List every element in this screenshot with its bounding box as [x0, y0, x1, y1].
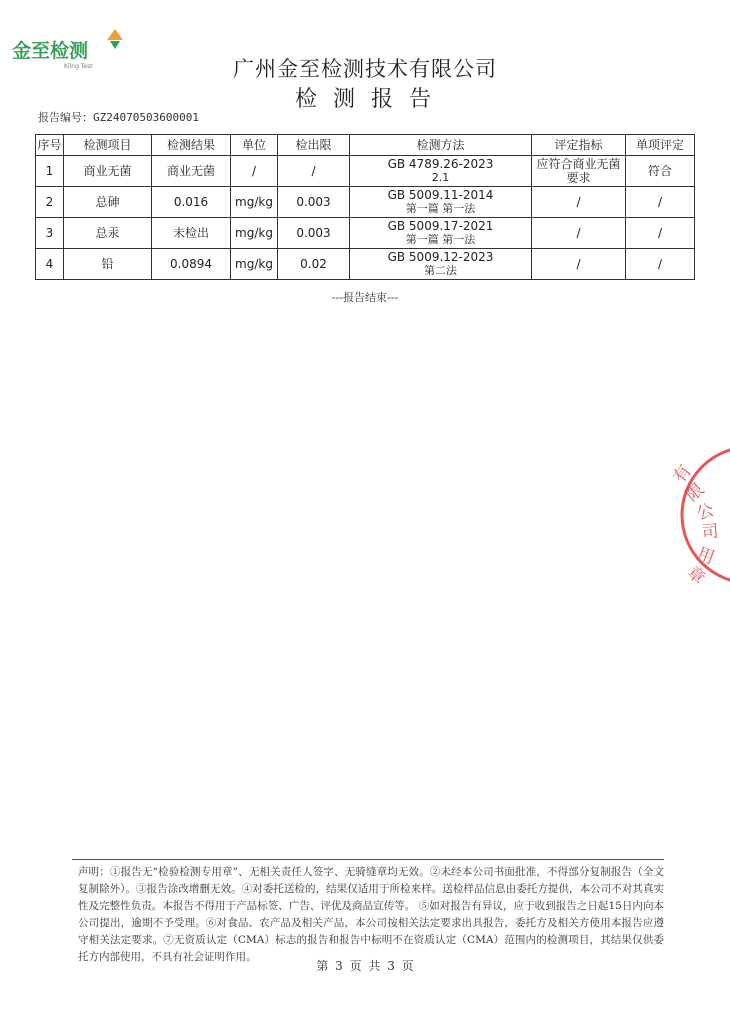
method-clause: 2.1 — [431, 171, 450, 184]
cell-unit: mg/kg — [231, 187, 278, 218]
cell-result: 商业无菌 — [152, 156, 231, 187]
cell-result: 0.0894 — [152, 249, 231, 280]
header-result: 检测结果 — [152, 135, 231, 156]
table-row — [36, 218, 695, 249]
results-table — [35, 134, 695, 280]
svg-text:用: 用 — [694, 543, 718, 569]
cell-unit: mg/kg — [231, 218, 278, 249]
header-limit: 检出限 — [278, 135, 350, 156]
method-standard: GB 5009.12-2023 — [387, 250, 494, 264]
page-number: 第 3 页 共 3 页 — [316, 959, 414, 973]
svg-text:章: 章 — [682, 562, 709, 589]
official-seal-stamp — [660, 440, 730, 590]
logo-mark-icon — [106, 28, 124, 50]
method-standard: GB 5009.17-2021 — [387, 219, 494, 233]
svg-text:有: 有 — [669, 461, 696, 487]
header-criterion: 评定指标 — [532, 135, 626, 156]
logo-subtitle: Kilng Test — [64, 63, 93, 70]
method-standard: GB 4789.26-2023 — [387, 157, 494, 171]
cell-limit: 0.02 — [278, 249, 350, 280]
header-item: 检测项目 — [64, 135, 152, 156]
cell-judgement: / — [626, 249, 695, 280]
cell-criterion: / — [532, 187, 626, 218]
cell-criterion: / — [532, 218, 626, 249]
cell-judgement: / — [626, 187, 695, 218]
svg-text:限: 限 — [682, 479, 709, 506]
cell-method — [350, 249, 532, 280]
cell-unit: / — [231, 156, 278, 187]
method-clause: 第一篇 第一法 — [405, 233, 476, 246]
cell-unit: mg/kg — [231, 249, 278, 280]
document-title: 检测报告 — [294, 87, 447, 112]
cell-no: 2 — [36, 187, 64, 218]
cell-limit: / — [278, 156, 350, 187]
cell-item: 商业无菌 — [64, 156, 152, 187]
disclaimer-statement: 声明：①报告无“检验检测专用章”、无相关责任人签字、无骑缝章均无效。②未经本公司书面批准，不得部分复制报告（全文复制除外）。③报告涂改增删无效。④对委托送检的，结果仅适用于所检来样。送检样品信息由委托方提供，本公司不对其真实性及完整性负责。本报告不得用于产品标签、广告、评优及商品宣传等。 ⑤如对报告有异议，应于收到报告之日起15日内向本公司提出，逾期不予受理。⑥对食品、农产品及相关产品，本公司按相关法定要求出具报告，委托方及相关方使用本报告应遵守相关法定要求。⑦无资质认定（CMA）标志的报告和报告中标明不在资质认定（CMA）范围内的检测项目，其结果仅供委托方内部使用，不具有社会证明作用。 — [78, 866, 664, 963]
method-clause: 第二法 — [424, 264, 457, 277]
cell-criterion: 应符合商业无菌要求 — [532, 156, 626, 187]
cell-result: 未检出 — [152, 218, 231, 249]
table-row — [36, 156, 695, 187]
logo-name: 金至检测 — [12, 40, 89, 62]
header-no: 序号 — [36, 135, 64, 156]
report-end-marker: ---报告结束--- — [331, 291, 399, 304]
cell-judgement: 符合 — [626, 156, 695, 187]
header-unit: 单位 — [231, 135, 278, 156]
report-number-label: 报告编号： — [38, 111, 93, 124]
report-number-value: GZ24070503600001 — [93, 111, 199, 124]
cell-result: 0.016 — [152, 187, 231, 218]
cell-criterion: / — [532, 249, 626, 280]
cell-item: 总砷 — [64, 187, 152, 218]
svg-text:司: 司 — [700, 521, 720, 543]
footer-divider — [72, 859, 664, 860]
svg-text:公: 公 — [693, 500, 717, 525]
cell-no: 1 — [36, 156, 64, 187]
cell-method — [350, 156, 532, 187]
cell-limit: 0.003 — [278, 187, 350, 218]
cell-judgement: / — [626, 218, 695, 249]
table-row — [36, 249, 695, 280]
cell-limit: 0.003 — [278, 218, 350, 249]
cell-method — [350, 218, 532, 249]
method-clause: 第一篇 第一法 — [405, 202, 476, 215]
cell-no: 4 — [36, 249, 64, 280]
method-standard: GB 5009.11-2014 — [387, 188, 494, 202]
header-method: 检测方法 — [350, 135, 532, 156]
cell-method — [350, 187, 532, 218]
table-header-row — [36, 135, 695, 156]
cell-item: 总汞 — [64, 218, 152, 249]
report-number — [38, 109, 199, 125]
cell-item: 铅 — [64, 249, 152, 280]
header-judgement: 单项评定 — [626, 135, 695, 156]
cell-no: 3 — [36, 218, 64, 249]
company-name: 广州金至检测技术有限公司 — [233, 57, 497, 81]
table-row — [36, 187, 695, 218]
